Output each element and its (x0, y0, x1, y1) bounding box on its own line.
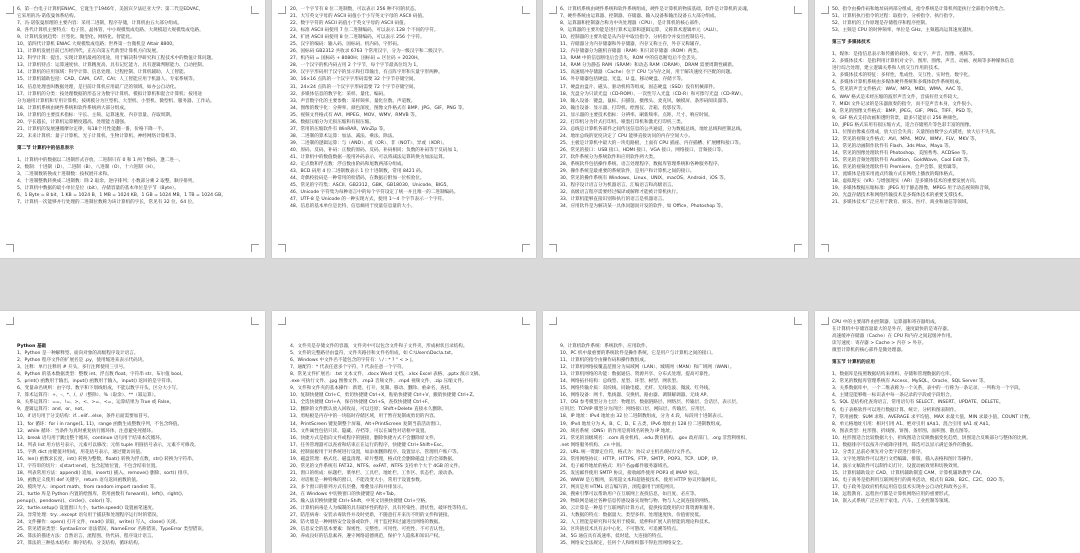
text-line: 8、常见的图像文件格式：BMP、JPEG、GIF、PNG、TIFF、PSD 等。 (832, 108, 976, 114)
text-line: 41、计算机中的数值数据一般用补码表示，可以将减法运算转换为加法运算。 (290, 154, 448, 160)
page-3 (543, 0, 808, 258)
crop-mark (278, 244, 286, 252)
text-line: 29、操作系统是最重要的系统软件，是用户和计算机之间的接口。 (560, 169, 695, 175)
text-line: 分为通用计算机和专用计算机；按规模分为巨型机、大型机、小型机、微型机、服务器、工作站。 (17, 98, 215, 104)
text-line: 14、列表 list 用方括号表示，元素可以修改；元组 tuple 用圆括号表示，元素不可修改。 (17, 442, 199, 448)
text-line: 23、异常处理：try…except 语句用于捕获和处理程序运行时的错误。 (17, 513, 162, 519)
crop-mark (522, 6, 530, 14)
crop-mark (794, 244, 802, 252)
text-line: 6、WAV 格式是未经压缩的波形声音文件，音质好但文件较大。 (832, 94, 962, 100)
text-line: 16、常见的视频处理软件有 Premiere、会声会影、爱剪辑等。 (832, 164, 961, 170)
text-line: 3、二进制数转换成十进制数：按权展开求和。 (17, 172, 112, 178)
text-line: 15、计算机辅助包括：CAD、CAM、CAT、CAI；人工智能应用于机器人、专家系统等。 (17, 77, 198, 83)
text-line: 16、外存储器包括硬盘、光盘、U 盘、移动硬盘、存储卡等。 (560, 77, 686, 83)
text-line: 36、数据压缩分为无损压缩和有损压缩。 (290, 119, 374, 125)
text-line: 34、5G 通信具有高速率、低时延、大连接的特点。 (560, 534, 666, 540)
text-line: 9、文件和文件夹的基本操作：新建、打开、复制、移动、删除、重命名、查找。 (290, 386, 454, 392)
text-line: 1、媒体：是指信息表示和传播的载体，如文字、声音、图像、视频等。 (832, 52, 978, 58)
text-line: 4、主键是能够唯一标识表中每一条记录的字段或字段组合。 (832, 393, 955, 399)
crop-mark (251, 244, 259, 252)
text-line: 27、网页是用 HTML 语言编写的，浏览器用于浏览网页。 (560, 484, 679, 490)
text-line: 14、网络拓扑结构：总线型、星型、环型、树型、网状型。 (560, 379, 681, 385)
text-line: 15、高速缓冲存储器（Cache）位于 CPU 与内存之间，用于解决速度不匹配的问题。 (560, 70, 735, 76)
section-heading: Python 基础 (17, 344, 47, 349)
crop-mark (6, 317, 14, 325)
text-line: 7、算术运算符：+、-、*、/、//（整除）、%（取余）、**（幂运算）。 (17, 393, 159, 399)
text-line: 25、主板是计算机中最大的一块电路板，上面有 CPU 插座、内存插槽、扩展槽和接口等。 (560, 140, 744, 146)
text-line: 7、计算机一次能够并行处理的二进制位数称为该计算机的字长，常见有 32 位、64 位。 (17, 200, 197, 206)
text-line: 7、常用函数：SUM 求和、AVERAGE 求平均值、MAX 求最大值、MIN 求最小值、COUNT 计数。 (832, 414, 1034, 420)
text-line: 6、计算机系统由硬件系统和软件系统组成，硬件是计算机的物质基础，软件是计算机的灵魂。 (560, 7, 752, 12)
text-line: 7、通配符：* 代表任意多个字符，? 代表任意一个字符。 (290, 365, 407, 371)
page-7 (543, 311, 808, 553)
text-line: 19、IPv4 地址分为 A、B、C、D、E 五类，IPv6 地址由 128 位二进制数组成。 (560, 421, 725, 427)
text-line: 10、第四代计算机 ENIAC 大规模集成电路；世界第一台微机是 Altair 8800。 (17, 42, 177, 48)
text-line: 5、SQL 是结构化查询语言，常用语句有 SELECT、INSERT、UPDATE、DELETE。 (832, 400, 1004, 406)
text-line: 51、计算机执行指令的过程：取指令、分析指令、执行指令。 (832, 14, 958, 20)
page-text (290, 6, 522, 210)
text-line: 30、16×16 点阵的一个汉字字形码需要 32 个字节存储空间。 (290, 77, 419, 83)
crop-mark (549, 317, 557, 325)
crop-mark (251, 6, 259, 14)
text-line: 23、标准 ASCII 码使用 7 位二进制编码，可以表示 128 个不同的字符。 (290, 28, 439, 34)
text-line: 21、多媒体技术广泛应用于教育、娱乐、医疗、商业和通信等领域。 (832, 200, 972, 206)
text-line: 9、图表类型：柱形图、折线图、饼图、条形图、面积图、散点图等。 (832, 428, 973, 434)
text-line: 39、二进制的逻辑运算：与（AND）、或（OR）、非（NOT）、异或（XOR）。 (290, 140, 448, 146)
text-line: 21、显示器的主要技术指标：分辨率、刷新频率、点距、尺寸、响应时间。 (560, 112, 713, 118)
text-line: 17、硬盘由盘片、磁头、驱动机构等组成，固态硬盘（SSD）没有机械部件。 (560, 84, 718, 90)
crop-mark (522, 317, 530, 325)
text-line: 8、运算器和控制器合称为中央处理器（CPU），是计算机的核心部件。 (560, 21, 704, 27)
text-line: 11、位图由像素点组成，放大后会失真；矢量图由数学公式描述，放大后不失真。 (832, 129, 999, 135)
text-line: 37、常用的压缩软件有 WinRAR、WinZip 等。 (290, 126, 388, 132)
text-line: 32、高级语言程序需要经过编译或解释才能被计算机执行。 (560, 190, 681, 196)
text-line: 29、汉字字形码用于汉字的显示和打印输出，有点阵字形和矢量字形两种。 (290, 70, 443, 76)
text-line: 9、计算机发展趋势：巨型化、微型化、网络化、智能化。 (17, 35, 135, 41)
text-line: 11、for 循环：for i in range(1, 11)，range 函数生成整数序列，不包含终值。 (17, 421, 183, 427)
crop-mark (6, 244, 14, 252)
section-heading: 第五节 计算机的应用 (832, 360, 875, 366)
text-line: 13、break 语句用于跳出整个循环，continue 语句用于结束本次循环。 (17, 435, 165, 441)
text-line: 18、计算机系统由硬件系统和软件系统两大部分组成。 (17, 105, 129, 111)
text-line: 14、演示文稿软件可以制作幻灯片，设置动画效果和切换效果。 (832, 463, 962, 469)
text-line: 12、删除的文件默认放入回收站，可以还原；Shift+Delete 直接永久删除。 (290, 407, 447, 413)
text-line: 19、输入设备：键盘、鼠标、扫描仪、摄像头、麦克风、触摸屏、条形码阅读器等。 (560, 98, 732, 104)
text-line: 18、远程教育、远程医疗都是计算机网络应用的重要形式。 (832, 492, 953, 498)
text-line: 25、汉字的编码：输入码、国标码、机内码、字形码。 (290, 42, 402, 48)
crop-mark (522, 244, 530, 252)
text-line: 34、图像的数字化：分辨率、颜色深度，图像文件格式有 BMP、JPG、GIF、PNG 等。 (290, 105, 467, 111)
text-line: 24、在 Windows 中切换窗口的快捷键是 Alt+Tab。 (290, 491, 399, 497)
text-line: 38、二进制的算术运算：加法、减法、乘法、除法。 (290, 133, 397, 139)
text-line: 19、函数定义使用 def 关键字，return 语句返回函数的值。 (17, 477, 141, 483)
text-line: 23、多个窗口的排列方式有层叠、堆叠显示和并排显示。 (290, 484, 407, 490)
crop-mark (549, 244, 557, 252)
text-line: 20、域名系统（DNS）的作用是将域名转换为 IP 地址。 (560, 428, 675, 434)
text-line: 24、文件操作：open() 打开文件，read() 读取，write() 写入，close() 关闭。 (17, 520, 181, 526)
text-line: 21、turtle 库是 Python 内置的绘图库，常用函数有 forward()、left()、right()、 (17, 491, 187, 497)
text-line: 31、程序设计语言分为机器语言、汇编语言和高级语言。 (560, 183, 677, 189)
text-line: 9、GIF 格式支持动画和透明背景，最多只能显示 256 种颜色。 (832, 115, 962, 121)
text-line: 2、多媒体技术：是指利用计算机对文字、图形、图像、声音、动画、视频等多种媒体信息 (832, 59, 1015, 65)
text-line: 20、字长越长，计算机运算精度越高，处理能力越强。 (17, 119, 129, 125)
text-line: 2、常见的数据库管理系统有 Access、MySQL、Oracle、SQL Server 等。 (832, 379, 989, 385)
text-line: 10、控制器的主要功能是从内存中取出指令、分析指令并发出控制信号。 (560, 35, 709, 41)
text-line: 14、RAM 分为静态 RAM（SRAM）和动态 RAM（DRAM），DRAM 需要周期性刷新。 (560, 63, 737, 69)
text-line: 17、计算机的分类：按处理数据的形态分为数字计算机、模拟计算机和混合计算机；按用途 (17, 91, 203, 97)
section-heading: 第二节 计算机中的信息表示 (17, 145, 74, 151)
text-line: 17、电子政务是政府机构运用信息技术实现办公自动化和政务公开。 (832, 485, 972, 491)
text-line: 28、系统软件包括操作系统、语言处理程序、数据库管理系统和各种服务程序。 (560, 162, 723, 168)
text-line: 1、Python 是一种解释型、面向对象的高级程序设计语言。 (17, 351, 139, 357)
text-line: 47、UTF-8 是 Unicode 的一种实现方式，使用 1～4 个字节表示一个字符。 (290, 197, 447, 203)
text-line: 29、信息安全的基本要素：保密性、完整性、可用性、可控性、不可否认性。 (290, 527, 448, 533)
text-line: 40、原码、反码、补码：正数的原码、反码、补码相同；负数的补码等于反码加 1。 (290, 147, 462, 153)
text-line: 53、主频是 CPU 的时钟频率，单位是 GHz，主频越高运算速度越快。 (832, 28, 976, 34)
text-line: 5、计算机中数据的最小单位是位（bit），存储容量的基本单位是字节（Byte）。 (17, 186, 179, 192)
text-line: 18、列表常用方法：append() 追加、insert() 插入、remove() 删除、sort() 排序。 (17, 470, 192, 476)
text-line: 6、1 Byte = 8 bit，1 KB = 1024 B，1 MB = 1024 KB，1 GB = 1024 MB，1 TB = 1024 GB。 (17, 193, 226, 199)
text-line: 3、多媒体技术的特征：多样性、集成性、交互性、实时性、数字化。 (832, 73, 973, 79)
text-line: 9、计算机软件系统：系统软件、应用软件。 (560, 344, 651, 349)
text-line: 16、快捷方式是指向文件或程序的链接，删除快捷方式不会删除原文件。 (290, 435, 439, 441)
text-line: 32、多媒体信息的数字化：采样、量化、编码。 (290, 91, 388, 97)
text-line: 45、常见的字符集：ASCII、GB2312、GBK、GB18030、Unicode、BIG5。 (290, 183, 452, 189)
text-line: 19、计算机的主要技术指标：字长、主频、运算速度、内存容量、存取周期。 (17, 112, 175, 118)
text-line: 35、网络安全法规定，任何个人和组织都不得危害网络安全。 (560, 541, 686, 547)
text-line: 22、对话框是一种特殊的窗口，不能改变大小，常用于设置参数。 (290, 477, 425, 483)
text-line: 28、一个汉字的机内码占用 2 个字节，每个字节最高位均为 1。 (290, 63, 421, 69)
text-line: 11、计算机的指令由操作码和操作数组成。 (560, 358, 649, 364)
text-line: 读写速度：寄存器 > Cache > 内存 > 外存。 (832, 341, 927, 347)
text-line: 16、网络设备：网卡、集线器、交换机、路由器、调制解调器、无线 AP。 (560, 393, 712, 399)
page-5 (0, 311, 265, 553)
crop-mark (6, 6, 14, 14)
text-line: 17、任务管理器可以查看和结束正在运行的程序，快捷键 Ctrl+Shift+Esc。 (290, 442, 447, 448)
text-line: 25、发送邮件使用 SMTP 协议，接收邮件使用 POP3 或 IMAP 协议。 (560, 470, 703, 476)
text-line: 30、养成良好的信息素养，遵守网络道德规范，保护个人隐私和知识产权。 (290, 534, 443, 540)
text-line: 2、Python 程序文件的扩展名是 .py，使用缩进来表示代码块。 (17, 358, 147, 364)
text-line: 9、运算器的主要功能是进行算术运算和逻辑运算，又称算术逻辑单元（ALU）。 (560, 28, 722, 34)
page-text (560, 6, 794, 210)
crop-mark (794, 6, 802, 14)
text-line: 31、24×24 点阵的一个汉字字形码需要 72 个字节存储空间。 (290, 84, 419, 90)
text-line: 22、打印机分为针式打印机、喷墨打印机和激光打印机三类。 (560, 119, 686, 125)
text-line: 27、软件系统分为系统软件和应用软件两大类。 (560, 154, 658, 160)
text-line: 12、内存储器分为随机存储器（RAM）和只读存储器（ROM）两类。 (560, 49, 702, 55)
text-line: 在计算机中存储容量最大的是外存，速度最快的是寄存器。 (832, 327, 952, 333)
text-line: 微型计算机的核心部件是微处理器。 (832, 348, 906, 354)
text-line: 20、模块导入：import math、from random import randint 等。 (17, 484, 159, 490)
text-line: 33、声音数字化的主要参数：采样频率、量化位数、声道数。 (290, 98, 416, 104)
text-line: 32、人工智能是研究和开发用于模拟、延伸和扩展人的智能的理论和技术。 (560, 520, 713, 526)
text-line: 4、Python 的基本数据类型：整数 int、浮点数 float、字符串 str、布尔值 bool。 (17, 372, 186, 378)
crop-mark (821, 317, 829, 325)
text-line: 21、窗口的组成：标题栏、菜单栏、工具栏、地址栏、工作区、状态栏、滚动条。 (290, 470, 457, 476)
text-line: 9、逻辑运算符：and、or、not。 (17, 407, 87, 413)
text-line: 4、十进制整数转换成二进制数：除 2 取余，逆序排列；小数部分乘 2 取整，顺序排列。 (17, 179, 197, 185)
text-line: 15、计算机辅助设计 CAD、计算机辅助制造 CAM、计算机辅助教学 CAI。 (832, 470, 985, 476)
page-text (17, 343, 251, 547)
text-line: 11、存储器分为内存储器和外存储器，内存又称主存，外存又称辅存。 (560, 42, 704, 48)
text-line: 5、print() 函数用于输出，input() 函数用于输入，input() 返回的是字符串。 (17, 379, 176, 385)
text-line: 27、机内码 = 国标码 + 8080H；国标码 = 区位码 + 2020H。 (290, 56, 423, 62)
text-line: 7、冯·诺依曼原理的主要内容：采用二进制，程序存储，计算机由五大部分组成。 (17, 21, 183, 27)
text-line: 4、文件夹是存储文件的容器，文件夹中可以包含文件和子文件夹，形成树状目录结构。 (290, 344, 468, 349)
text-line: 43、BCD 码用 4 位二进制数表示 1 位十进制数，常用 8421 码。 (290, 169, 426, 175)
text-line: 22、turtle.setup() 设置窗口大小，turtle.speed() 设置画笔速度。 (17, 506, 157, 512)
text-line: 10、JPEG 格式采用有损压缩方式，适合存储照片等色彩丰富的图像。 (832, 122, 974, 128)
text-line: 14、PrintScreen 键复制整个屏幕，Alt+PrintScreen 复制当前活动窗口。 (290, 421, 445, 427)
crop-mark (251, 317, 259, 325)
text-line: 10、柱形图适合比较数据大小，折线图适合反映数据变化趋势，饼图适合反映部分与整体的比例。 (832, 435, 1031, 441)
text-line: 27、防范病毒：安装杀毒软件并及时更新，不随意打开来历不明的文件和链接。 (290, 513, 453, 519)
text-line: 应用层；TCP/IP 模型分为四层：网络接口层、网际层、传输层、应用层。 (560, 407, 709, 413)
text-line: 14、计算机的应用领域：科学计算、信息处理、过程控制、计算机辅助、人工智能。 (17, 70, 189, 76)
text-line: 7、硬件系统由运算器、控制器、存储器、输入设备和输出设备五大部分组成。 (560, 14, 720, 20)
text-line: 17、OSI 参考模型分为七层：物理层、数据链路层、网络层、传输层、会话层、表示层、 (560, 400, 741, 406)
text-line: 15、字典 dict 由键值对组成，用花括号表示，通过键访问值。 (17, 449, 145, 455)
text-line: 8、关系运算符：==、!=、>、<、>=、<=，运算结果为 True 或 False。 (17, 400, 174, 406)
text-line: 16、len() 函数求长度，int() 转换为整数，float() 转换为浮点数，str() 转换为字符串。 (17, 456, 197, 462)
text-line: 16、信息处理也叫数据处理，是目前计算机应用最广泛的领域，如办公自动化。 (17, 84, 180, 90)
text-line: 1、计算机中的数据以二进制形式存放，二进制只有 0 和 1 两个数码，逢二进一。 (17, 157, 184, 163)
text-line: 22、数字字符的 ASCII 码值小于英文字母的 ASCII 码值。 (290, 21, 409, 27)
text-line: 高速缓冲存储器（Cache）在 CPU 和内存之间起缓冲作用。 (832, 334, 956, 340)
text-line: 34、应用软件是为解决某一具体问题而开发的软件，如 Office、Photoshop 等。 (560, 204, 726, 210)
text-line: 20、常见的文件系统有 FAT32、NTFS、exFAT，NTFS 支持单个大于 4GB 的文件。 (290, 463, 463, 469)
text-line: 18、光盘分为只读光盘（CD-ROM）、一次性写入光盘（CD-R）和可擦写光盘（CD-RW）。 (560, 91, 746, 97)
page-8 (815, 311, 1080, 553)
text-line: 19、嵌入式系统广泛应用于家电、汽车、工业控制等领域。 (832, 499, 953, 505)
text-line: 11、计算机发展目前已历经四代，正在向第五代新型计算机方向发展。 (17, 49, 161, 55)
text-line: 28、搜索引擎可以帮助用户在互联网上查找信息，如百度、必应等。 (560, 491, 700, 497)
text-line: penup()、pendown()、circle()、color() 等。 (17, 499, 115, 505)
text-line: 21、计算机的发展遵循摩尔定律，每18个月性能翻一番，价格下降一半。 (17, 126, 167, 132)
text-line: 24、扩展 ASCII 码使用 8 位二进制编码，可以表示 256 个字符。 (290, 35, 425, 41)
page-6 (272, 311, 536, 553)
text-line: 3、关系数据库中，一个二维表称为一个关系，表中的一行称为一条记录，一列称为一个字段。 (832, 386, 1024, 392)
crop-mark (549, 6, 557, 14)
page-1 (0, 0, 265, 258)
crop-mark (794, 317, 802, 325)
text-line: 8、常见文件扩展名：.txt 文本文件、.docx Word 文档、.xlsx Excel 表格、.pptx 演示文稿、 (290, 372, 484, 378)
text-line: 6、第一台电子计算机ENIAC，它诞生于1946年，美国宾夕法尼亚大学；第二代是EDVAC， (17, 7, 204, 12)
text-line: 28、防火墙是一种网络安全设备或软件，用于监控和过滤进出网络的数据。 (290, 520, 443, 526)
text-line: 20、一个字节有 8 位二进制数，可以表示 256 种不同的状态。 (290, 7, 420, 12)
text-line: 它采用的冯·诺依曼体系结构。 (17, 14, 79, 20)
text-line: 1、数据库是按照数据结构来组织、存储和管理数据的仓库。 (832, 372, 955, 378)
page-4 (815, 0, 1080, 258)
text-line: 33、区块链技术具有去中心化、不可篡改、可追溯等特点。 (560, 527, 681, 533)
text-line: 15、常见的音频处理软件有 Audition、GoldWave、Cool Edit 等。 (832, 157, 973, 163)
text-line: 25、常见错误类型：SyntaxError 语法错误、NameError 名称错误、TypeError 类型错误。 (17, 527, 207, 533)
text-line: 42、定点数和浮点数：浮点数由阶码和尾数两部分组成。 (290, 162, 407, 168)
page-2 (272, 0, 536, 258)
text-line: 17、字符串的切片：s[start:end]，包含起始位置，不包含结束位置。 (17, 463, 160, 469)
text-line: 52、计算机的工作原理是存储程序和程序控制。 (832, 21, 930, 27)
text-line: 3、注释：单行注释用 # 开头，多行注释使用三引号。 (17, 365, 128, 371)
text-line: 10、复制快捷键 Ctrl+C，剪切快捷键 Ctrl+X，粘贴快捷键 Ctrl+V，撤销快捷键 Ctrl+Z。 (290, 393, 478, 399)
text-line: 11、全选快捷键 Ctrl+A，保存快捷键 Ctrl+S，查找快捷键 Ctrl+F。 (290, 400, 433, 406)
text-line: 30、常见的操作系统有 Windows、Linux、UNIX、macOS、Android、iOS 等。 (560, 176, 729, 182)
text-line: 13、计算机网络的功能：数据通信、资源共享、分布式处理、提高可靠性。 (560, 372, 713, 378)
text-line: 17、流媒体是指采用流式传输方式在网络上播放的媒体格式。 (832, 172, 958, 178)
text-line: 24、电子邮件地址的格式：用户名@邮件服务器域名。 (560, 463, 672, 469)
text-line: 20、输出设备：显示器、打印机、绘图仪、音箱、投影仪等。 (560, 105, 686, 111)
page-text (290, 343, 522, 540)
crop-mark (821, 6, 829, 14)
text-line: 20、光盘存储技术和网络传输技术是多媒体技术的重要支撑技术。 (832, 193, 967, 199)
text-line: 23、总线是计算机各部件之间传送信息的公共通道，分为数据总线、地址总线和控制总线。 (560, 126, 746, 132)
text-line: 31、大数据的特点：数据量大、类型多样、处理速度快、价值密度低。 (560, 513, 704, 519)
text-line: 2、数制：十进制（D）、二进制（B）、八进制（O）、十六进制（H）。 (17, 164, 158, 170)
crop-mark (821, 244, 829, 252)
text-line: 15、网络传输介质：双绞线、同轴电缆、光纤、无线电波、微波、红外线。 (560, 386, 713, 392)
text-line: 26、WWW 是万维网，采用超文本和超链接技术，使用 HTTP 协议传输网页。 (560, 477, 720, 483)
text-line: 12、while 循环：当条件为真时重复执行循环体，注意避免死循环。 (17, 428, 156, 434)
text-line: 4、多媒体计算机系统由多媒体硬件系统和多媒体软件系统组成。 (832, 80, 964, 86)
text-line: 13、计算机特点：运算速度快、计算精度高、具有记忆能力、具有逻辑判断能力、自动控制。 (17, 63, 207, 69)
text-line: 15、文件属性包括只读、隐藏、存档等，可以在属性对话框中设置。 (290, 428, 430, 434)
text-line: 10、if 语句用于分支结构：if…elif…else，条件后面需要加冒号。 (17, 414, 153, 420)
text-line: 22、URL 统一资源定位符，格式为：协议://主机名/路径/文件名。 (560, 449, 695, 455)
text-line: 46、Unicode 字符集为每种语言中的每个字符设定了统一并且唯一的二进制编码。 (290, 190, 459, 196)
text-line: 44、奇偶校验码是一种常用的检错码，在数据后附加一位校验位。 (290, 176, 425, 182)
text-line: 27、算法的三种基本结构：顺序结构、分支结构、循环结构。 (17, 541, 143, 547)
text-line: 12、计算机网络按覆盖范围分为局域网（LAN）、城域网（MAN）和广域网（WAN）。 (560, 365, 735, 371)
page-text (560, 343, 794, 547)
text-line: 25、输入法切换快捷键 Ctrl+Shift，中英文切换快捷键 Ctrl+空格。 (290, 499, 430, 505)
text-line: 29、物联网是通过各种信息传感设备实现物与物、物与人之间连接的网络。 (560, 499, 713, 505)
text-line: 19、多媒体数据压缩标准：JPEG 用于静态图像，MPEG 用于动态视频和音频。 (832, 186, 994, 192)
text-line: 24、地址总线的宽度决定了 CPU 能够直接访问的内存空间大小。 (560, 133, 693, 139)
text-line: 50、指令由操作码和地址码两部分组成，指令系统是计算机所能执行全部指令的集合。 (832, 7, 1008, 12)
text-line: CPU 中的主要部件由控制器、运算器和寄存器组成。 (832, 320, 940, 325)
text-line: 7、MIDI 文件记录的是乐器演奏的指令，而不是声音本身，文件很小。 (832, 101, 976, 107)
text-line: 23、常用网络协议：HTTP、HTTPS、FTP、SMTP、POP3、TCP、UDP、IP。 (560, 456, 721, 462)
crop-mark (278, 317, 286, 325)
text-line: 18、IP 地址：IPv4 地址由 32 位二进制数组成，分为 4 段，每段用十进制表示。 (560, 414, 726, 420)
text-line: 8、各代计算机主要特点：电子管、晶体管、中小规模集成电路、大规模超大规模集成电路。 (17, 28, 204, 34)
text-line: 21、常见的顶级域名：.com 商业机构、.edu 教育机构、.gov 政府部门、.org 非营利组织、 (560, 435, 750, 441)
text-line: 30、云计算是一种基于互联网的计算方式，提供按需使用的计算资源和服务。 (560, 506, 718, 512)
text-line: 5、文件的完整路径由盘符、文件夹路径和文件名组成，如 C:\Users\Doc\a.txt。 (290, 351, 456, 357)
text-line: 6、变量命名规则：由字母、数字和下划线组成，不能以数字开头，区分大小写。 (17, 386, 181, 392)
text-line: 21、大写英文字母的 ASCII 码值小于小写英文字母的 ASCII 码值。 (290, 14, 427, 20)
text-line: 13、RAM 中的信息断电后会丢失，ROM 中的信息断电后不会丢失。 (560, 56, 700, 62)
text-line: 14、常见的图像处理软件有 Photoshop、美图秀秀、ACDSee 等。 (832, 150, 971, 156)
text-line: 18、控制面板用于对系统进行设置，如添加删除程序、设置显示、管理用户账户等。 (290, 449, 462, 455)
text-line: 8、单元格地址引用：相对引用 A1、绝对引用 $A$1、混合引用 $A1 或 A$1。 (832, 421, 994, 427)
text-line: 6、Windows 中文件名不能包含的字符有：\ / : * ? " < > |。 (290, 358, 417, 364)
page-text (17, 6, 251, 206)
text-line: 6、电子表格软件可以进行数据计算、统计、分析和图表制作。 (832, 407, 959, 413)
section-heading: 第三节 多媒体技术 (832, 40, 871, 46)
text-line: 18、虚拟现实（VR）与增强现实（AR）是多媒体技术的重要发展方向。 (832, 179, 980, 185)
text-line: 26、算法的描述方法：自然语言、流程图、伪代码、程序设计语言。 (17, 534, 157, 540)
text-line: 10、PC 机中最重要的系统软件是操作系统，它是用户与计算机之间的接口。 (560, 351, 716, 357)
text-line: 13、文字处理软件可以进行文档编辑、排版、插入表格和图片等操作。 (832, 456, 976, 462)
text-line: 进行综合处理，建立逻辑关系和人机交互作用的技术。 (832, 66, 943, 72)
text-line: 11、数据排序可以按升序或降序排列，筛选可以显示满足条件的数据。 (832, 442, 976, 448)
text-line: 26、计算机病毒是人为编制的具有破坏性的程序，具有传染性、潜伏性、破坏性等特点。 (290, 506, 471, 512)
text-line: 26、国标码 GB2312 共收录 6763 个常用汉字，分为一级汉字和二级汉字。 (290, 49, 447, 55)
text-line: .exe 可执行文件、.jpg 图像文件、.mp3 音频文件、.mp4 视频文件、.zip 压缩文件。 (290, 379, 467, 385)
text-line: 5、常见的声音文件格式：WAV、MP3、MIDI、WMA、AAC 等。 (832, 87, 966, 93)
page-text (832, 6, 1072, 206)
text-line: 12、科学计算：提出、实现计算机最初的用途，用于解决科学研究和工程技术中的数值计算问题。 (17, 56, 216, 62)
text-line: 13、常见的动画制作软件有 Flash、3ds Max、Maya 等。 (832, 143, 954, 149)
text-line: 19、磁盘管理：格式化、磁盘清理、碎片整理，格式化会删除磁盘上的全部数据。 (290, 456, 457, 462)
text-line: 48、信息的基本单位是比特，信息熵用于度量信息量的大小。 (290, 204, 416, 210)
page-text (832, 319, 1072, 505)
text-line: 16、电子商务是指利用互联网进行的商务活动，模式有 B2B、B2C、C2C、O2O 等。 (832, 477, 1008, 483)
text-line: .net 网络服务机构、.cn 中国。 (560, 442, 625, 448)
text-line: 35、视频文件格式有 AVI、MPEG、MOV、WMV、RMVB 等。 (290, 112, 420, 118)
text-line: 13、剪贴板是内存中的一块临时存储区域，用于暂存复制或剪切的内容。 (290, 414, 439, 420)
text-line: 12、常见的视频文件格式：AVI、MP4、MOV、WMV、FLV、MKV 等。 (832, 136, 980, 142)
text-line: 12、分类汇总前必须先对分类字段进行排序。 (832, 449, 926, 455)
text-line: 26、常见的接口：USB 接口、HDMI 接口、VGA 接口、网络接口、音频接口等。 (560, 147, 726, 153)
crop-mark (278, 6, 286, 14)
text-line: 33、计算机能够直接识别和执行的语言是机器语言。 (560, 197, 667, 203)
text-line: 22、未来计算机：量子计算机、光子计算机、生物计算机、神经网络计算机等。 (17, 133, 180, 139)
